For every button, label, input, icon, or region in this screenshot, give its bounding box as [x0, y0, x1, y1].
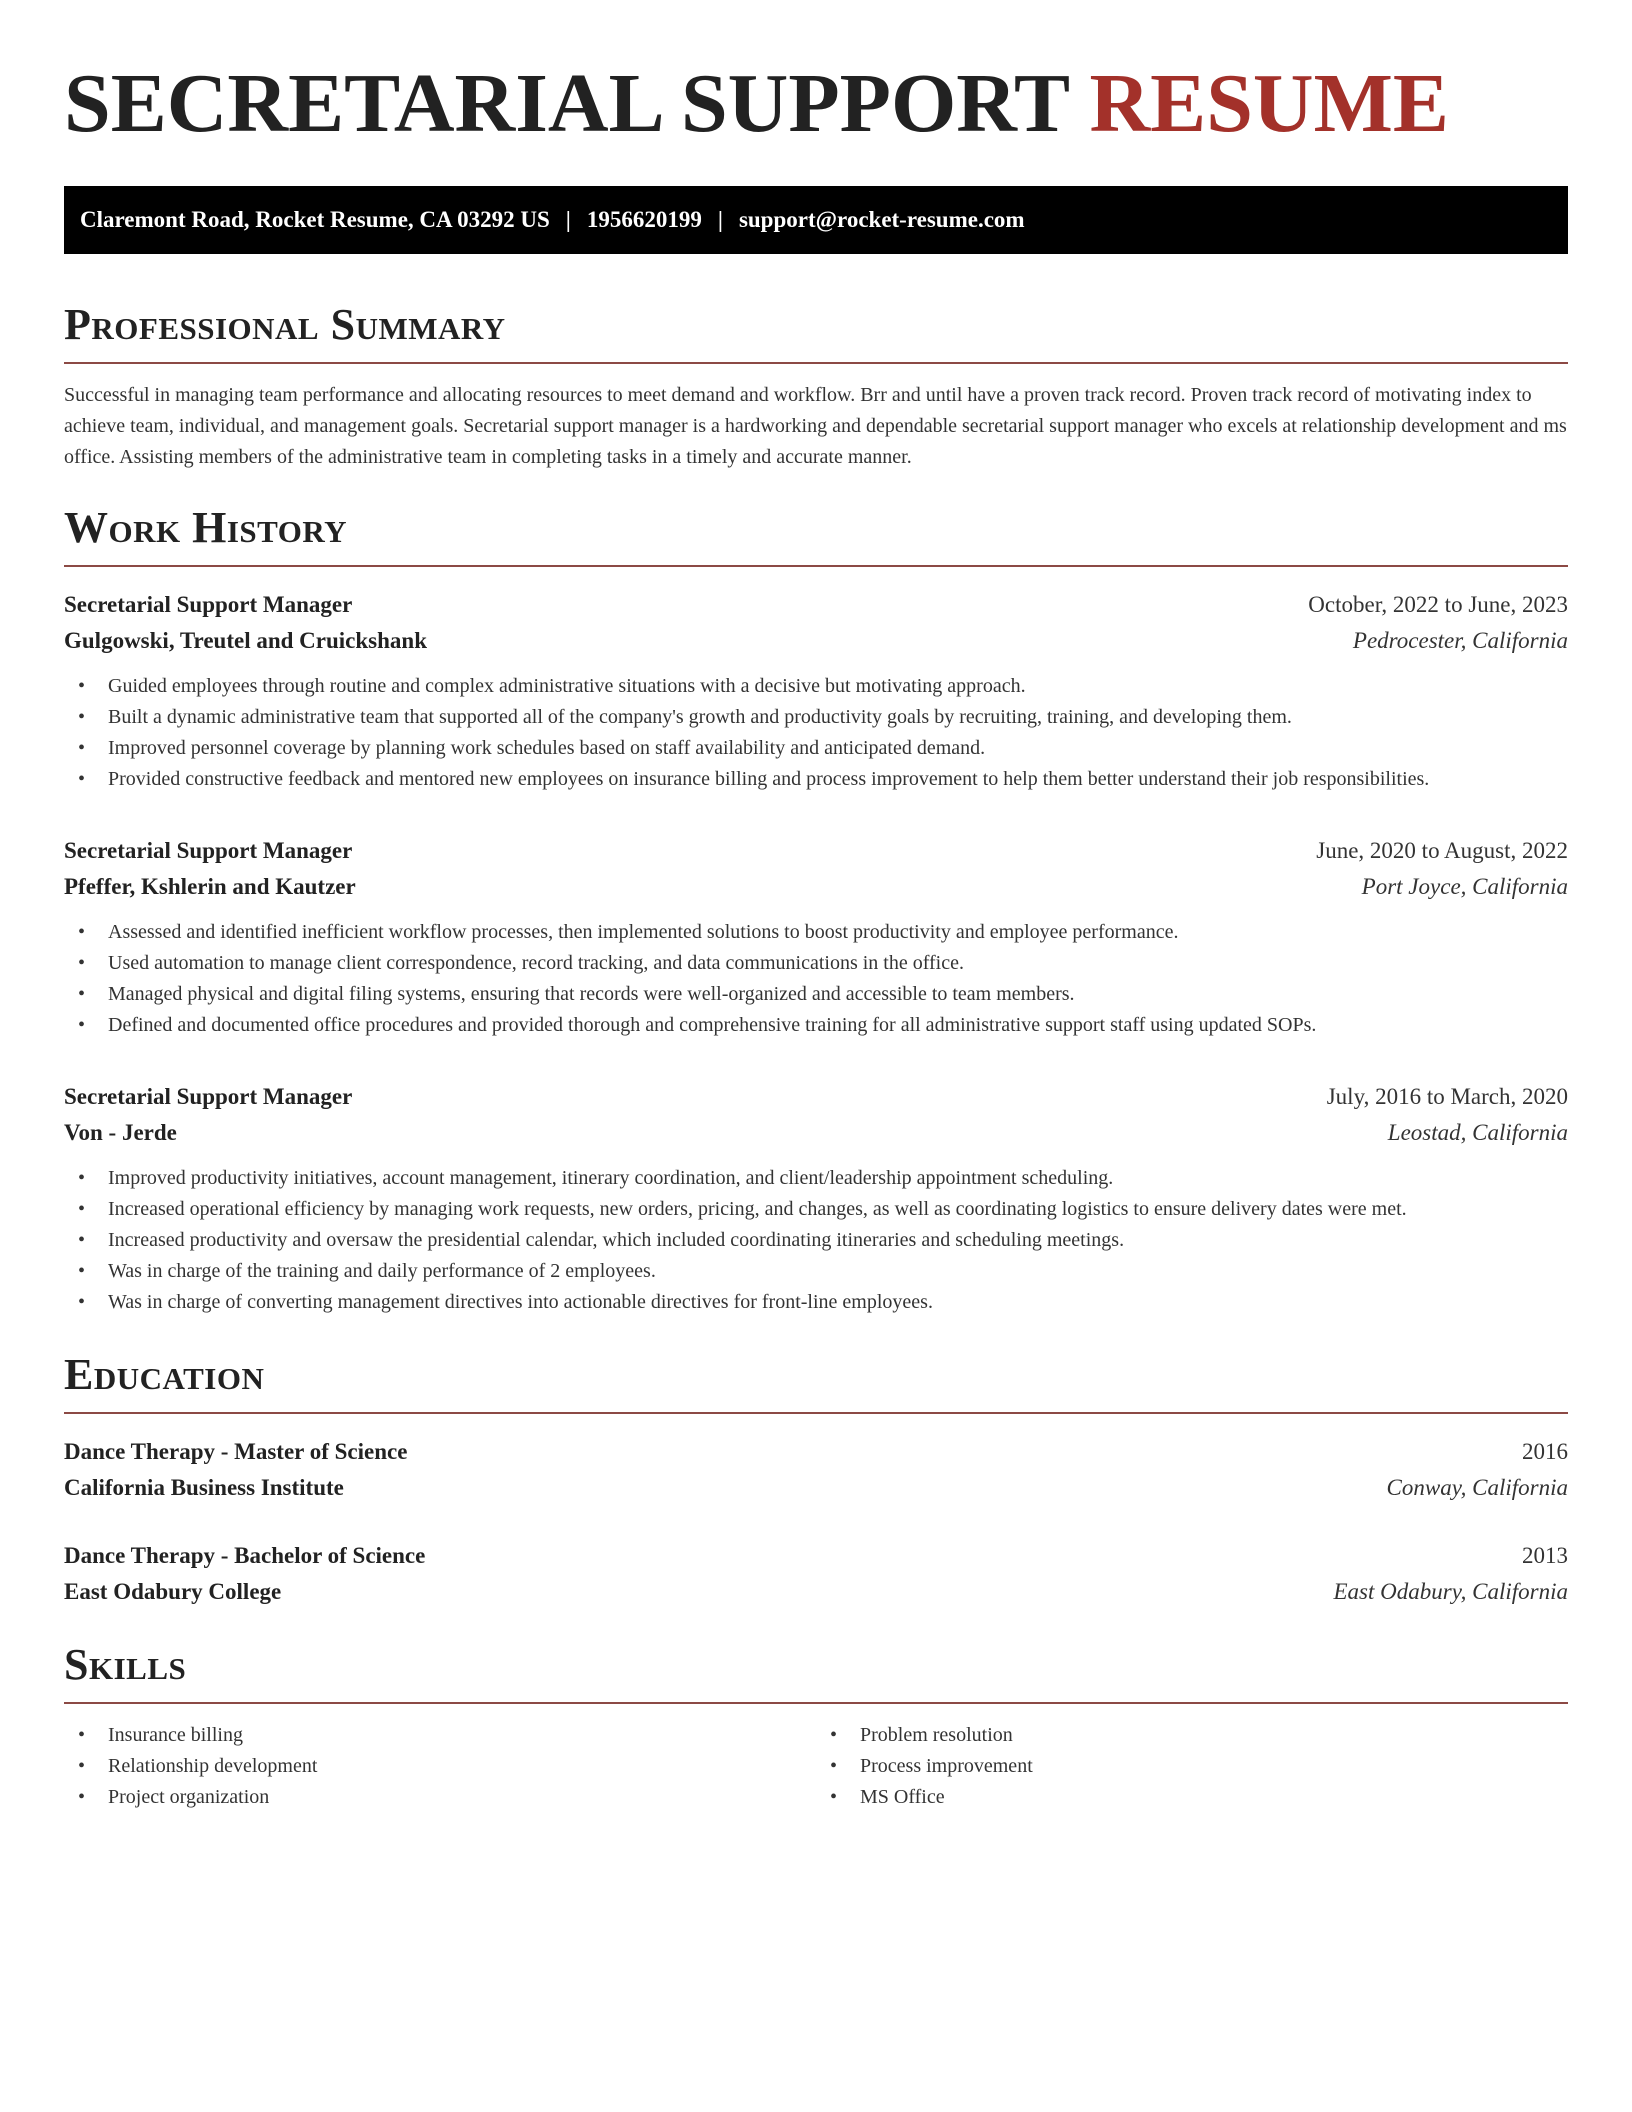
section-divider — [64, 362, 1568, 364]
job-bullet: • Provided constructive feedback and mentored new employees on insurance billing and process improvement to help them better understand their job responsibilities. — [78, 764, 1568, 795]
skill-item: • MS Office — [830, 1782, 1568, 1813]
skill-item: • Project organization — [78, 1782, 816, 1813]
education-school: California Business Institute — [64, 1475, 344, 1500]
section-divider — [64, 1702, 1568, 1704]
skills-grid — [64, 1720, 1568, 1813]
job-entry — [64, 587, 1568, 795]
skills-column-right — [816, 1720, 1568, 1813]
contact-bar — [64, 186, 1568, 254]
skills-column-left — [64, 1720, 816, 1813]
job-company: Gulgowski, Treutel and Cruickshank — [64, 628, 427, 653]
education-school-row — [64, 1574, 1568, 1610]
education-section — [64, 1348, 1568, 1610]
job-header-row — [64, 1079, 1568, 1115]
contact-separator: | — [565, 207, 571, 232]
job-bullet: • Increased operational efficiency by managing work requests, new orders, pricing, and changes, as well as coordinating logistics to ensure delivery dates were met. — [78, 1194, 1568, 1225]
education-entry — [64, 1434, 1568, 1506]
job-bullet: • Was in charge of converting management directives into actionable directives for front-line employees. — [78, 1287, 1568, 1318]
education-degree-row — [64, 1434, 1568, 1470]
section-divider — [64, 1412, 1568, 1414]
resume-title — [64, 56, 1568, 152]
job-bullet: • Used automation to manage client correspondence, record tracking, and data communications in the office. — [78, 948, 1568, 979]
job-title: Secretarial Support Manager — [64, 592, 353, 617]
job-bullet: • Built a dynamic administrative team that supported all of the company's growth and productivity goals by recruiting, training, and developing them. — [78, 702, 1568, 733]
contact-phone: 1956620199 — [586, 207, 702, 232]
job-entry — [64, 833, 1568, 1041]
job-company: Pfeffer, Kshlerin and Kautzer — [64, 874, 356, 899]
education-year: 2016 — [1522, 1439, 1568, 1464]
education-location: Conway, California — [1386, 1475, 1568, 1500]
job-dates: June, 2020 to August, 2022 — [1316, 838, 1568, 863]
skills-list — [64, 1720, 816, 1813]
title-accent: RESUME — [1089, 57, 1449, 150]
job-location: Leostad, California — [1387, 1120, 1568, 1145]
work-history-heading: Work History — [64, 503, 348, 552]
job-bullet: • Defined and documented office procedures and provided thorough and comprehensive training for all administrative support staff using updated SOPs. — [78, 1010, 1568, 1041]
education-heading: Education — [64, 1350, 265, 1399]
job-title: Secretarial Support Manager — [64, 1084, 353, 1109]
job-bullets — [64, 671, 1568, 795]
skills-list — [816, 1720, 1568, 1813]
job-bullets — [64, 1163, 1568, 1318]
skills-heading: Skills — [64, 1640, 187, 1689]
job-company-row — [64, 1115, 1568, 1151]
job-entry — [64, 1079, 1568, 1318]
summary-heading: Professional Summary — [64, 300, 506, 349]
education-year: 2013 — [1522, 1543, 1568, 1568]
job-location: Port Joyce, California — [1361, 874, 1568, 899]
job-bullet: • Improved productivity initiatives, account management, itinerary coordination, and client/leadership appointment scheduling. — [78, 1163, 1568, 1194]
education-degree: Dance Therapy - Master of Science — [64, 1439, 408, 1464]
skill-item: • Insurance billing — [78, 1720, 816, 1751]
job-bullet: • Was in charge of the training and daily performance of 2 employees. — [78, 1256, 1568, 1287]
summary-section — [64, 298, 1568, 473]
job-dates: July, 2016 to March, 2020 — [1326, 1084, 1568, 1109]
job-company: Von - Jerde — [64, 1120, 177, 1145]
contact-separator: | — [717, 207, 723, 232]
education-entry — [64, 1538, 1568, 1610]
contact-address: Claremont Road, Rocket Resume, CA 03292 US — [80, 207, 550, 232]
skill-item: • Process improvement — [830, 1751, 1568, 1782]
title-main: SECRETARIAL SUPPORT — [64, 57, 1069, 150]
job-title: Secretarial Support Manager — [64, 838, 353, 863]
job-dates: October, 2022 to June, 2023 — [1308, 592, 1568, 617]
education-school: East Odabury College — [64, 1579, 282, 1604]
job-bullet: • Guided employees through routine and complex administrative situations with a decisive but motivating approach. — [78, 671, 1568, 702]
education-school-row — [64, 1470, 1568, 1506]
skill-item: • Relationship development — [78, 1751, 816, 1782]
job-bullet: • Assessed and identified inefficient workflow processes, then implemented solutions to boost productivity and employee performance. — [78, 917, 1568, 948]
job-company-row — [64, 623, 1568, 659]
job-bullet: • Improved personnel coverage by planning work schedules based on staff availability and anticipated demand. — [78, 733, 1568, 764]
section-divider — [64, 565, 1568, 567]
work-history-section — [64, 501, 1568, 1318]
job-bullets — [64, 917, 1568, 1041]
job-header-row — [64, 587, 1568, 623]
summary-text: Successful in managing team performance and allocating resources to meet demand and workflow. Brr and until have a proven track record. Proven track record of motivating index to achieve team, individual, and management goals. Secretarial support manager is a hardworking and dependable secretarial support manager who excels at relationship development and ms office. Assisting members of the administrative team in completing tasks in a timely and accurate manner. — [64, 384, 1567, 468]
job-location: Pedrocester, California — [1352, 628, 1568, 653]
job-company-row — [64, 869, 1568, 905]
job-header-row — [64, 833, 1568, 869]
education-degree-row — [64, 1538, 1568, 1574]
skill-item: • Problem resolution — [830, 1720, 1568, 1751]
job-bullet: • Increased productivity and oversaw the presidential calendar, which included coordinating itineraries and scheduling meetings. — [78, 1225, 1568, 1256]
education-location: East Odabury, California — [1333, 1579, 1568, 1604]
education-degree: Dance Therapy - Bachelor of Science — [64, 1543, 426, 1568]
contact-email: support@rocket-resume.com — [738, 207, 1025, 232]
job-bullet: • Managed physical and digital filing systems, ensuring that records were well-organized and accessible to team members. — [78, 979, 1568, 1010]
skills-section — [64, 1638, 1568, 1813]
